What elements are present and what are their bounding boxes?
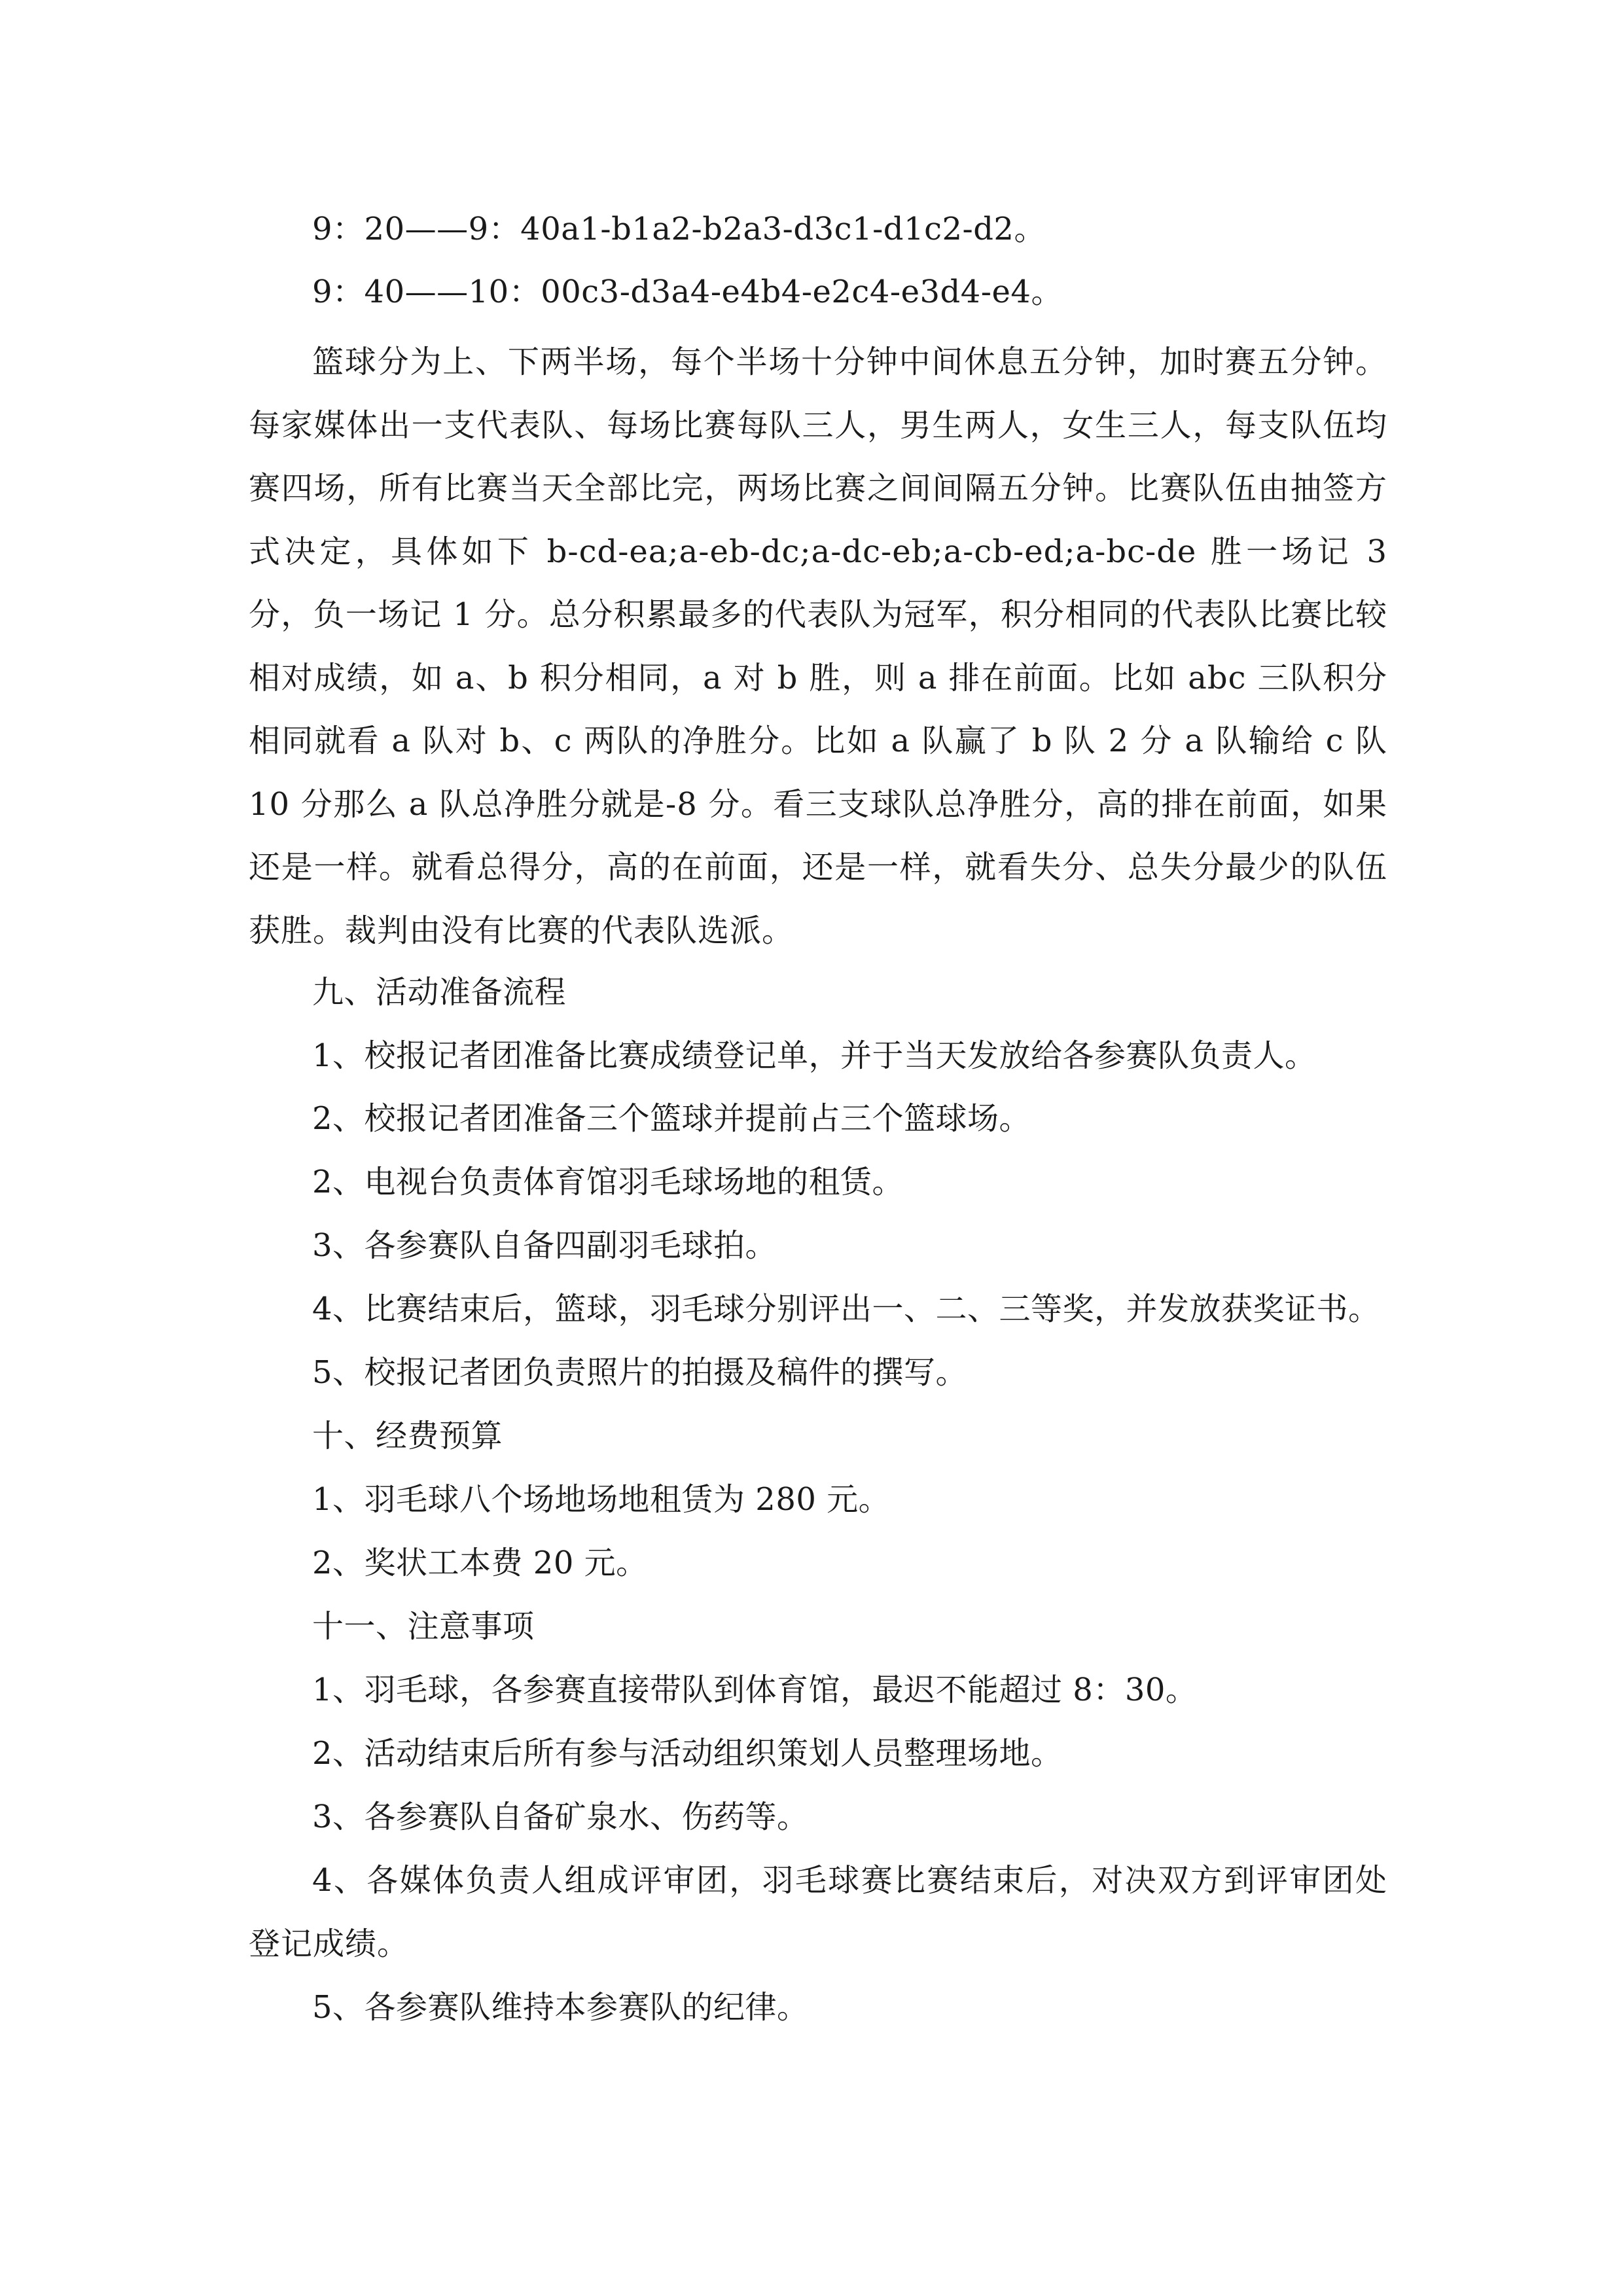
section11-heading: 十一、注意事项 xyxy=(312,1608,535,1645)
section9-item-5: 4、比赛结束后，篮球，羽毛球分别评出一、二、三等奖，并发放获奖证书。 xyxy=(312,1291,1380,1327)
section9-item-1: 1、校报记者团准备比赛成绩登记单，并于当天发放给各参赛队负责人。 xyxy=(312,1037,1317,1074)
section9-item-2: 2、校报记者团准备三个篮球并提前占三个篮球场。 xyxy=(312,1100,1031,1137)
section10-item-1: 1、羽毛球八个场地场地租赁为 280 元。 xyxy=(312,1481,891,1518)
schedule-line-1: 9：20——9：40a1-b1a2-b2a3-d3c1-d1c2-d2。 xyxy=(312,211,1046,247)
basketball-rules-paragraph: 篮球分为上、下两半场，每个半场十分钟中间休息五分钟，加时赛五分钟。每家媒体出一支代表队、每场比赛每队三人，男生两人，女生三人，每支队伍均赛四场，所有比赛当天全部比完，两场比赛之间间隔五分钟。比赛队伍由抽签方式决定，具体如下 b-cd-ea;a-eb-dc;a-dc-eb;a-cb-ed;a-bc-de 胜一场记 3 分，负一场记 1 分。总分积累最多的代表队为冠军，积分相同的代表队比赛比较相对成绩，如 a、b 积分相同，a 对 b 胜，则 a 排在前面。比如 abc 三队积分相同就看 a 队对 b、c 两队的净胜分。比如 a 队赢了 b 队 2 分 a 队输给 c 队 10 分那么 a 队总净胜分就是-8 分。看三支球队总净胜分，高的排在前面，如果还是一样。就看总得分，高的在前面，还是一样，就看失分、总失分最少的队伍获胜。裁判由没有比赛的代表队选派。 xyxy=(249,344,1387,949)
section10-heading: 十、经费预算 xyxy=(312,1418,503,1454)
section9-item-4: 3、各参赛队自备四副羽毛球拍。 xyxy=(312,1227,777,1264)
section10-item-2: 2、奖状工本费 20 元。 xyxy=(312,1545,648,1581)
section9-item-3: 2、电视台负责体育馆羽毛球场地的租赁。 xyxy=(312,1164,904,1200)
section11-item-5: 5、各参赛队维持本参赛队的纪律。 xyxy=(312,1989,809,2026)
schedule-line-2: 9：40——10：00c3-d3a4-e4b4-e2c4-e3d4-e4。 xyxy=(312,274,1063,310)
section9-item-6: 5、校报记者团负责照片的拍摄及稿件的撰写。 xyxy=(312,1354,968,1391)
section11-item-4: 4、各媒体负责人组成评审团，羽毛球赛比赛结束后，对决双方到评审团处登记成绩。 xyxy=(249,1862,1387,1962)
section9-heading: 九、活动准备流程 xyxy=(312,974,567,1011)
section11-item-3: 3、各参赛队自备矿泉水、伤药等。 xyxy=(312,1799,809,1835)
section11-item-2: 2、活动结束后所有参与活动组织策划人员整理场地。 xyxy=(312,1735,1063,1772)
section11-item-1: 1、羽毛球，各参赛直接带队到体育馆，最迟不能超过 8：30。 xyxy=(312,1672,1198,1708)
